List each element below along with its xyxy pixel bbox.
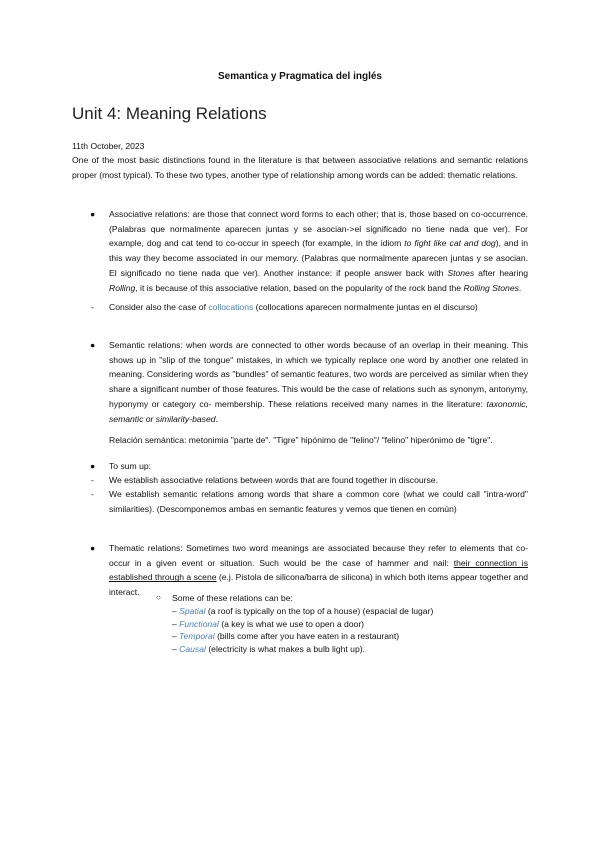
thematic-relations-paragraph: Thematic relations: Sometimes two word meanings are associated because they refer to elements that co-occur in a given event or situation. Such would be the case of hammer and nail: their connection is established through a scene (e.j. Pistola de silicona/barra de silicona) in which both items appear together and interact. <box>109 543 528 598</box>
thematic-list-intro: Some of these relations can be: <box>172 593 293 603</box>
term-spatial: Spatial <box>179 605 206 616</box>
collocations-note: Consider also the case of collocations (collocations aparecen normalmente juntas en el discurso) <box>109 302 478 312</box>
bullet-dash: - <box>91 475 94 485</box>
semantic-relation-spanish-note: Relación semántica: metonimia "parte de". "Tigre" hipónimo de "felino"/ "felino" hiperónimo de "tigre". <box>109 435 493 445</box>
sum-up-semantic: We establish semantic relations among words that share a common core (what we could call "intra-word" similarities). (Descomponemos ambas en semantic features y vemos que tienen en común) <box>109 489 528 514</box>
bullet-dash: - <box>91 489 94 499</box>
list-item: – Causal (electricity is what makes a bulb light up). <box>172 644 365 655</box>
thematic-relation-list <box>172 592 528 656</box>
list-item: – Temporal (bills come after you have eaten in a restaurant) <box>172 631 400 642</box>
associative-relations-paragraph: Associative relations: are those that connect word forms to each other; that is, those based on co-occurrence. (Palabras que normalmente aparecen juntas y se asocian->el significado no tiene nada que ver). For example, dog and cat tend to co-occur in speech (for example, in the idiom to fight like cat and dog), and in this way they become associated in our memory. (Palabras que normalmente aparecen juntas y se asocian. El significado no tiene nada que ver). Another instance: if people answer back with Stones after hearing Rolling, it is because of this associative relation, based on the popularity of the rock band the Rolling Stones. <box>109 209 529 293</box>
bullet-dot: ● <box>90 340 96 350</box>
unit-heading: Unit 4: Meaning Relations <box>72 104 267 123</box>
bullet-dot: ● <box>90 209 96 219</box>
document-title: Semantica y Pragmatica del inglés <box>218 71 382 82</box>
bullet-dot: ● <box>90 461 96 471</box>
intro-paragraph: One of the most basic distinctions found in the literature is that between associative relations and semantic relations proper (most typical). To these two types, another type of relationship among words can be added: thematic relations. <box>72 155 528 180</box>
term-temporal: Temporal <box>179 631 215 642</box>
list-item: – Functional (a key is what we use to open a door) <box>172 618 365 629</box>
term-functional: Functional <box>179 618 219 629</box>
collocations-link[interactable]: collocations <box>208 302 254 312</box>
sum-up-associative: We establish associative relations between words that are found together in discourse. <box>109 475 438 485</box>
date-line: 11th October, 2023 <box>72 141 145 151</box>
term-causal: Causal <box>179 644 206 655</box>
bullet-dot: ● <box>90 543 96 553</box>
sub-bullet-circle: ○ <box>156 593 161 602</box>
list-item: – Spatial (a roof is typically on the top of a house) (espacial de lugar) <box>172 605 434 616</box>
semantic-relations-paragraph: Semantic relations: when words are connected to other words because of an overlap in their meaning. This shows up in "slip of the tongue" mistakes, in which we typically replace one word by another one related in meaning. Considering words as "bundles" of semantic features, two words are perceived as similar when they share a significant number of those features. This would be the case of relations such as synonym, antonymy, hyponymy or category co- membership. These relations received many names in the literature: taxonomic, semantic or similarity-based. <box>109 340 528 424</box>
sum-up-label: To sum up: <box>109 461 152 471</box>
bullet-dash: - <box>91 302 94 312</box>
